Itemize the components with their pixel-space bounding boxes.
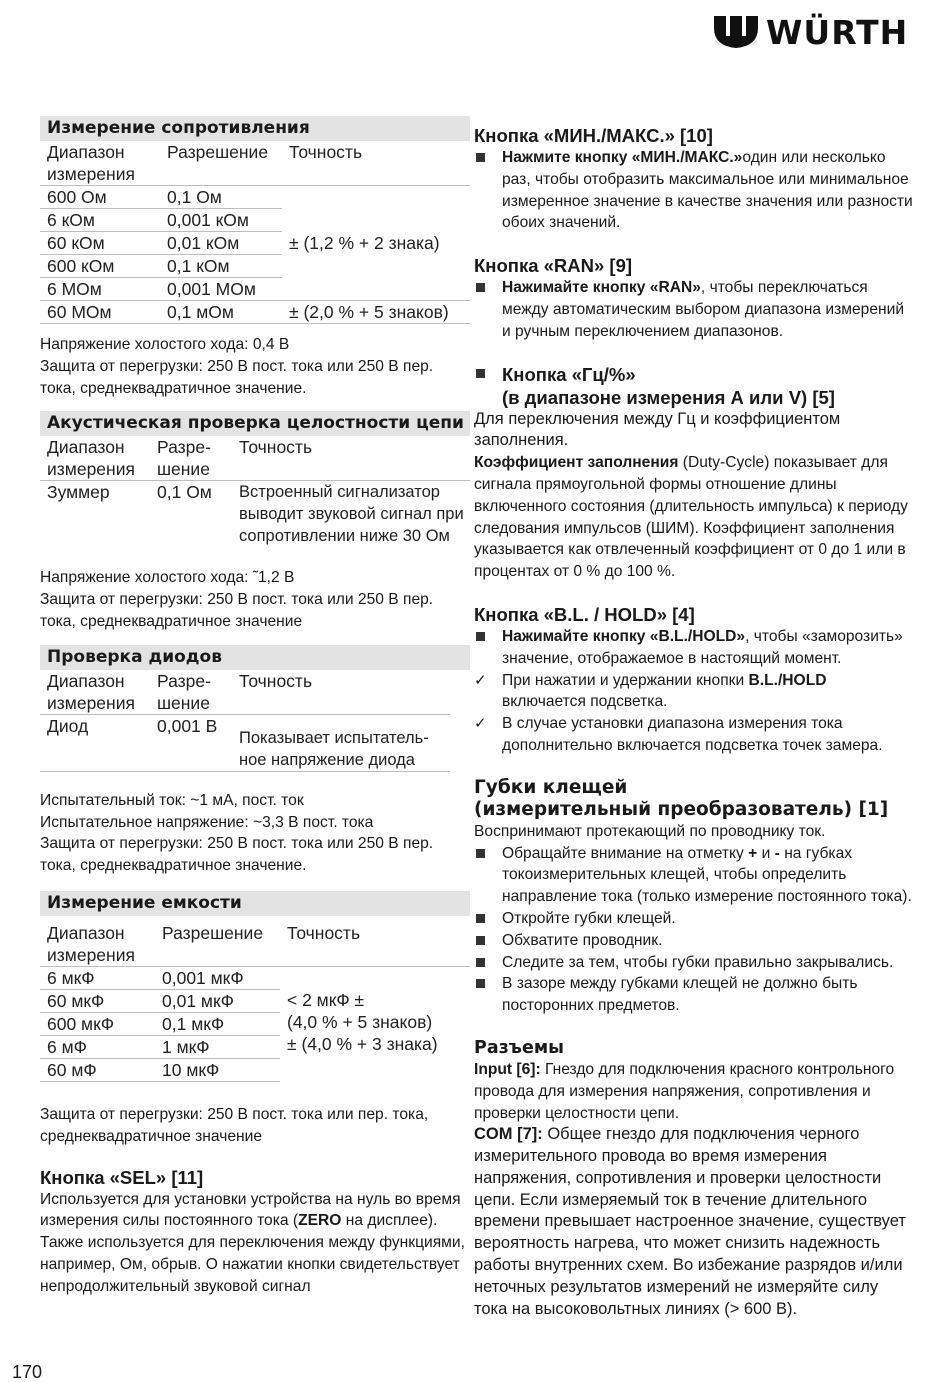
ran-title: Кнопка «RAN» [9] (474, 255, 633, 277)
bold-text: B.L./HOLD (748, 671, 827, 689)
note: Напряжение холостого хода: 0,4 В (40, 336, 290, 353)
cell-res: 1 мкФ (155, 1035, 280, 1058)
wurth-logo-icon (712, 14, 760, 50)
header-resolution: Разре- шение (150, 670, 232, 715)
cell-res: 0,01 кОм (160, 232, 282, 255)
cell-range: 60 мкФ (40, 989, 155, 1012)
list-item: Следите за тем, чтобы губки правильно закрывались. (474, 952, 914, 974)
note: Защита от перегрузки: 250 В пост. тока или 250 В пер. тока, среднеквадратичное значение. (40, 835, 434, 875)
hz-title-2: (в диапазоне измерения А или V) [5] (502, 386, 835, 408)
cell-acc: Встроенный сигнализатор выводит звуковой сигнал при сопротивлении ниже 30 Ом (239, 483, 464, 546)
jaws-title (474, 777, 914, 821)
table-row (40, 481, 470, 548)
cell-range: Диод (40, 714, 150, 771)
plus-mark: + (748, 844, 758, 862)
left-column (40, 116, 470, 1298)
cell-res: 0,001 В (150, 714, 232, 771)
cell-res: 0,001 МОм (160, 278, 282, 301)
minmax-title: Кнопка «МИН./МАКС.» [10] (474, 125, 713, 146)
cell-res: 0,1 Ом (160, 186, 282, 209)
sel-title: Кнопка «SEL» [11] (40, 1166, 204, 1188)
minus-mark: - (774, 844, 780, 862)
diode-title: Проверка диодов (40, 645, 470, 670)
right-column (474, 124, 914, 1320)
bl-title: Кнопка «B.L. / HOLD» [4] (474, 603, 695, 625)
bold-text: Коэффициент заполнения (474, 454, 679, 472)
hz-intro: Для переключения между Гц и коэффициентом заполнения. (474, 409, 841, 450)
cell-acc: ± (1,2 % + 2 знака) (282, 186, 470, 301)
cell-range: 6 мФ (40, 1035, 155, 1058)
cell-res: 0,1 Ом (157, 482, 212, 503)
cell-res: 0,001 мкФ (155, 966, 280, 989)
cell-range: 6 мкФ (40, 966, 155, 989)
continuity-table (40, 436, 470, 547)
sockets-title: Разъемы (474, 1037, 564, 1058)
note: Защита от перегрузки: 250 В пост. тока или пер. тока, среднеквадратичное значение (40, 1105, 429, 1145)
bold-text: Input [6]: (474, 1060, 541, 1078)
cell-range: 60 МОм (40, 301, 160, 324)
cell-range: 600 кОм (40, 255, 160, 278)
text: При нажатии и удержании кнопки (502, 671, 749, 689)
note: Защита от перегрузки: 250 В пост. тока или 250 В пер. тока, среднеквадратичное значение. (40, 357, 434, 397)
header-resolution: Разре- шение (150, 436, 232, 481)
cell-acc: Показывает испытатель- ное напряжение диода (232, 714, 450, 771)
header-accuracy: Точность (232, 670, 450, 715)
cell-range: 6 МОм (40, 278, 160, 301)
cell-res: 0,1 мкФ (155, 1012, 280, 1035)
bold-text: COM [7]: (474, 1125, 543, 1144)
header-range: Диапазон измерения (40, 670, 150, 715)
cell-res: 0,001 кОм (160, 209, 282, 232)
text: , чтобы «заморозить» значение, отображаемое в настоящий момент. (502, 627, 903, 667)
resistance-title: Измерение сопротивления (40, 116, 470, 141)
list-item: Обхватите проводник. (474, 930, 914, 952)
header-range: Диапазон измерения (40, 141, 160, 186)
text: включается подсветка. (502, 693, 668, 711)
text: (Duty-Cycle) показывает для сигнала прямоугольной формы отношение длины включенного состояния (длительность импульса) к периоду следования импульсов (ШИМ). Коэффициент заполнения указывается как отвлеченный коэффициент от 0 до 1 или в процентах от 0 % до 100 %. (474, 454, 908, 581)
list-item (474, 626, 914, 670)
note: Защита от перегрузки: 250 В пост. тока или 250 В пер. тока, среднеквадратичное значение (40, 591, 434, 630)
cell-range: Зуммер (47, 482, 110, 503)
cell-res: 10 мкФ (155, 1058, 280, 1081)
cell-range: 600 Ом (40, 186, 160, 209)
cell-range: 600 мкФ (40, 1012, 155, 1035)
header-accuracy: Точность (280, 922, 470, 967)
wurth-logo-text: WÜRTH (766, 12, 909, 52)
cell-range: 60 кОм (40, 232, 160, 255)
continuity-title: Акустическая проверка целостности цепи (40, 411, 470, 436)
hz-title (474, 363, 914, 409)
table-row (40, 436, 470, 481)
diode-table (40, 670, 450, 772)
sel-text-b: на дисплее). Также используется для переключения между функциями, например, Ом, обрыв. О нажатии кнопки свидетельствует непродолжительный звуковой сигнал (40, 1212, 465, 1295)
cell-acc: < 2 мкФ ± (4,0 % + 5 знаков) ± (4,0 % + 3 знака) (287, 989, 438, 1054)
table-row (40, 301, 470, 324)
text: на губках токоизмерительных клещей, чтобы определить направление тока (только измерение постоянного тока). (502, 844, 912, 906)
table-row (40, 714, 450, 771)
cell-range: 6 кОм (40, 209, 160, 232)
cell-res: 0,1 кОм (160, 255, 282, 278)
cell-res: 0,01 мкФ (155, 989, 280, 1012)
text: один или несколько раз, чтобы отобразить максимальное или минимальное измеренное значение в качестве значения или разности обоих значений. (502, 149, 913, 232)
cell-res: 0,1 мОм (160, 301, 282, 324)
text: и (757, 844, 775, 862)
bold-text: Нажмите кнопку «МИН./МАКС.» (502, 149, 743, 166)
text: Общее гнездо для подключения черного измерительного провода во время измерения напряжения, сопротивления и проверки целостности цепи. Если измеряемый ток в течение длительного времени превышает настроенное значение, существует вероятность нагрева, что может снизить надежность работы внутренних схем. Во избежание разрядов и/или неточных результатов измерений не измеряйте силу тока на высоковольтных линиях (> 600 В). (474, 1125, 906, 1318)
page-number: 170 (12, 1362, 43, 1382)
table-row (40, 186, 470, 209)
header-resolution: Разрешение (160, 141, 282, 186)
list-item: Откройте губки клещей. (474, 908, 914, 930)
header-accuracy: Точность (232, 436, 470, 481)
capacitance-title: Измерение емкости (40, 891, 470, 916)
table-row (40, 966, 470, 989)
list-item (474, 843, 914, 908)
com-desc (474, 1124, 914, 1320)
table-row (40, 922, 470, 967)
input-desc (474, 1059, 914, 1124)
jaws-title-2: (измерительный преобразователь) [1] (474, 798, 889, 820)
table-row (40, 670, 450, 715)
text: , чтобы переключаться между автоматическим выбором диапазона измерений и ручным переключением диапазонов. (502, 279, 905, 340)
jaws-intro: Воспринимают протекающий по проводнику ток. (474, 822, 826, 840)
list-item: ✓ В случае установки диапазона измерения тока дополнительно включается подсветка точек замера. (474, 713, 914, 757)
header-range: Диапазон измерения (40, 922, 155, 967)
table-row (40, 141, 470, 186)
note: Напряжение холостого хода: ˜1,2 В (40, 569, 295, 587)
list-item (474, 277, 914, 342)
list-item (474, 147, 914, 234)
cell-range: 60 мФ (40, 1058, 155, 1081)
header-accuracy: Точность (282, 141, 470, 186)
list-item: В зазоре между губками клещей не должно быть посторонних предметов. (474, 973, 914, 1017)
sel-text (40, 1189, 470, 1298)
bold-text: Нажимайте кнопку «RAN» (502, 279, 701, 297)
hz-text (474, 452, 914, 583)
sel-text-a: Используется для установки устройства на нуль во время измерения силы постоянного тока ( (40, 1190, 461, 1230)
sel-text-bold: ZERO (298, 1212, 342, 1230)
note: Испытательный ток: ~1 мА, пост. ток (40, 791, 304, 809)
resistance-table (40, 141, 470, 324)
hz-title-1: Кнопка «Гц/%» (502, 363, 636, 385)
note: Испытательное напряжение: ~3,3 В пост. тока (40, 813, 374, 831)
bold-text: Нажимайте кнопку «B.L./HOLD» (502, 627, 746, 645)
list-item (474, 670, 914, 714)
header-range: Диапазон измерения (40, 436, 150, 481)
cell-acc: ± (2,0 % + 5 знаков) (282, 301, 470, 324)
wurth-logo (712, 14, 908, 50)
jaws-title-1: Губки клещей (474, 776, 628, 798)
header-resolution: Разрешение (155, 922, 280, 967)
capacitance-table (40, 922, 470, 1082)
text: Гнездо для подключения красного контрольного провода для измерения напряжения, сопротивления и проверки целостности цепи. (474, 1060, 895, 1122)
text: Обращайте внимание на отметку (502, 844, 749, 862)
